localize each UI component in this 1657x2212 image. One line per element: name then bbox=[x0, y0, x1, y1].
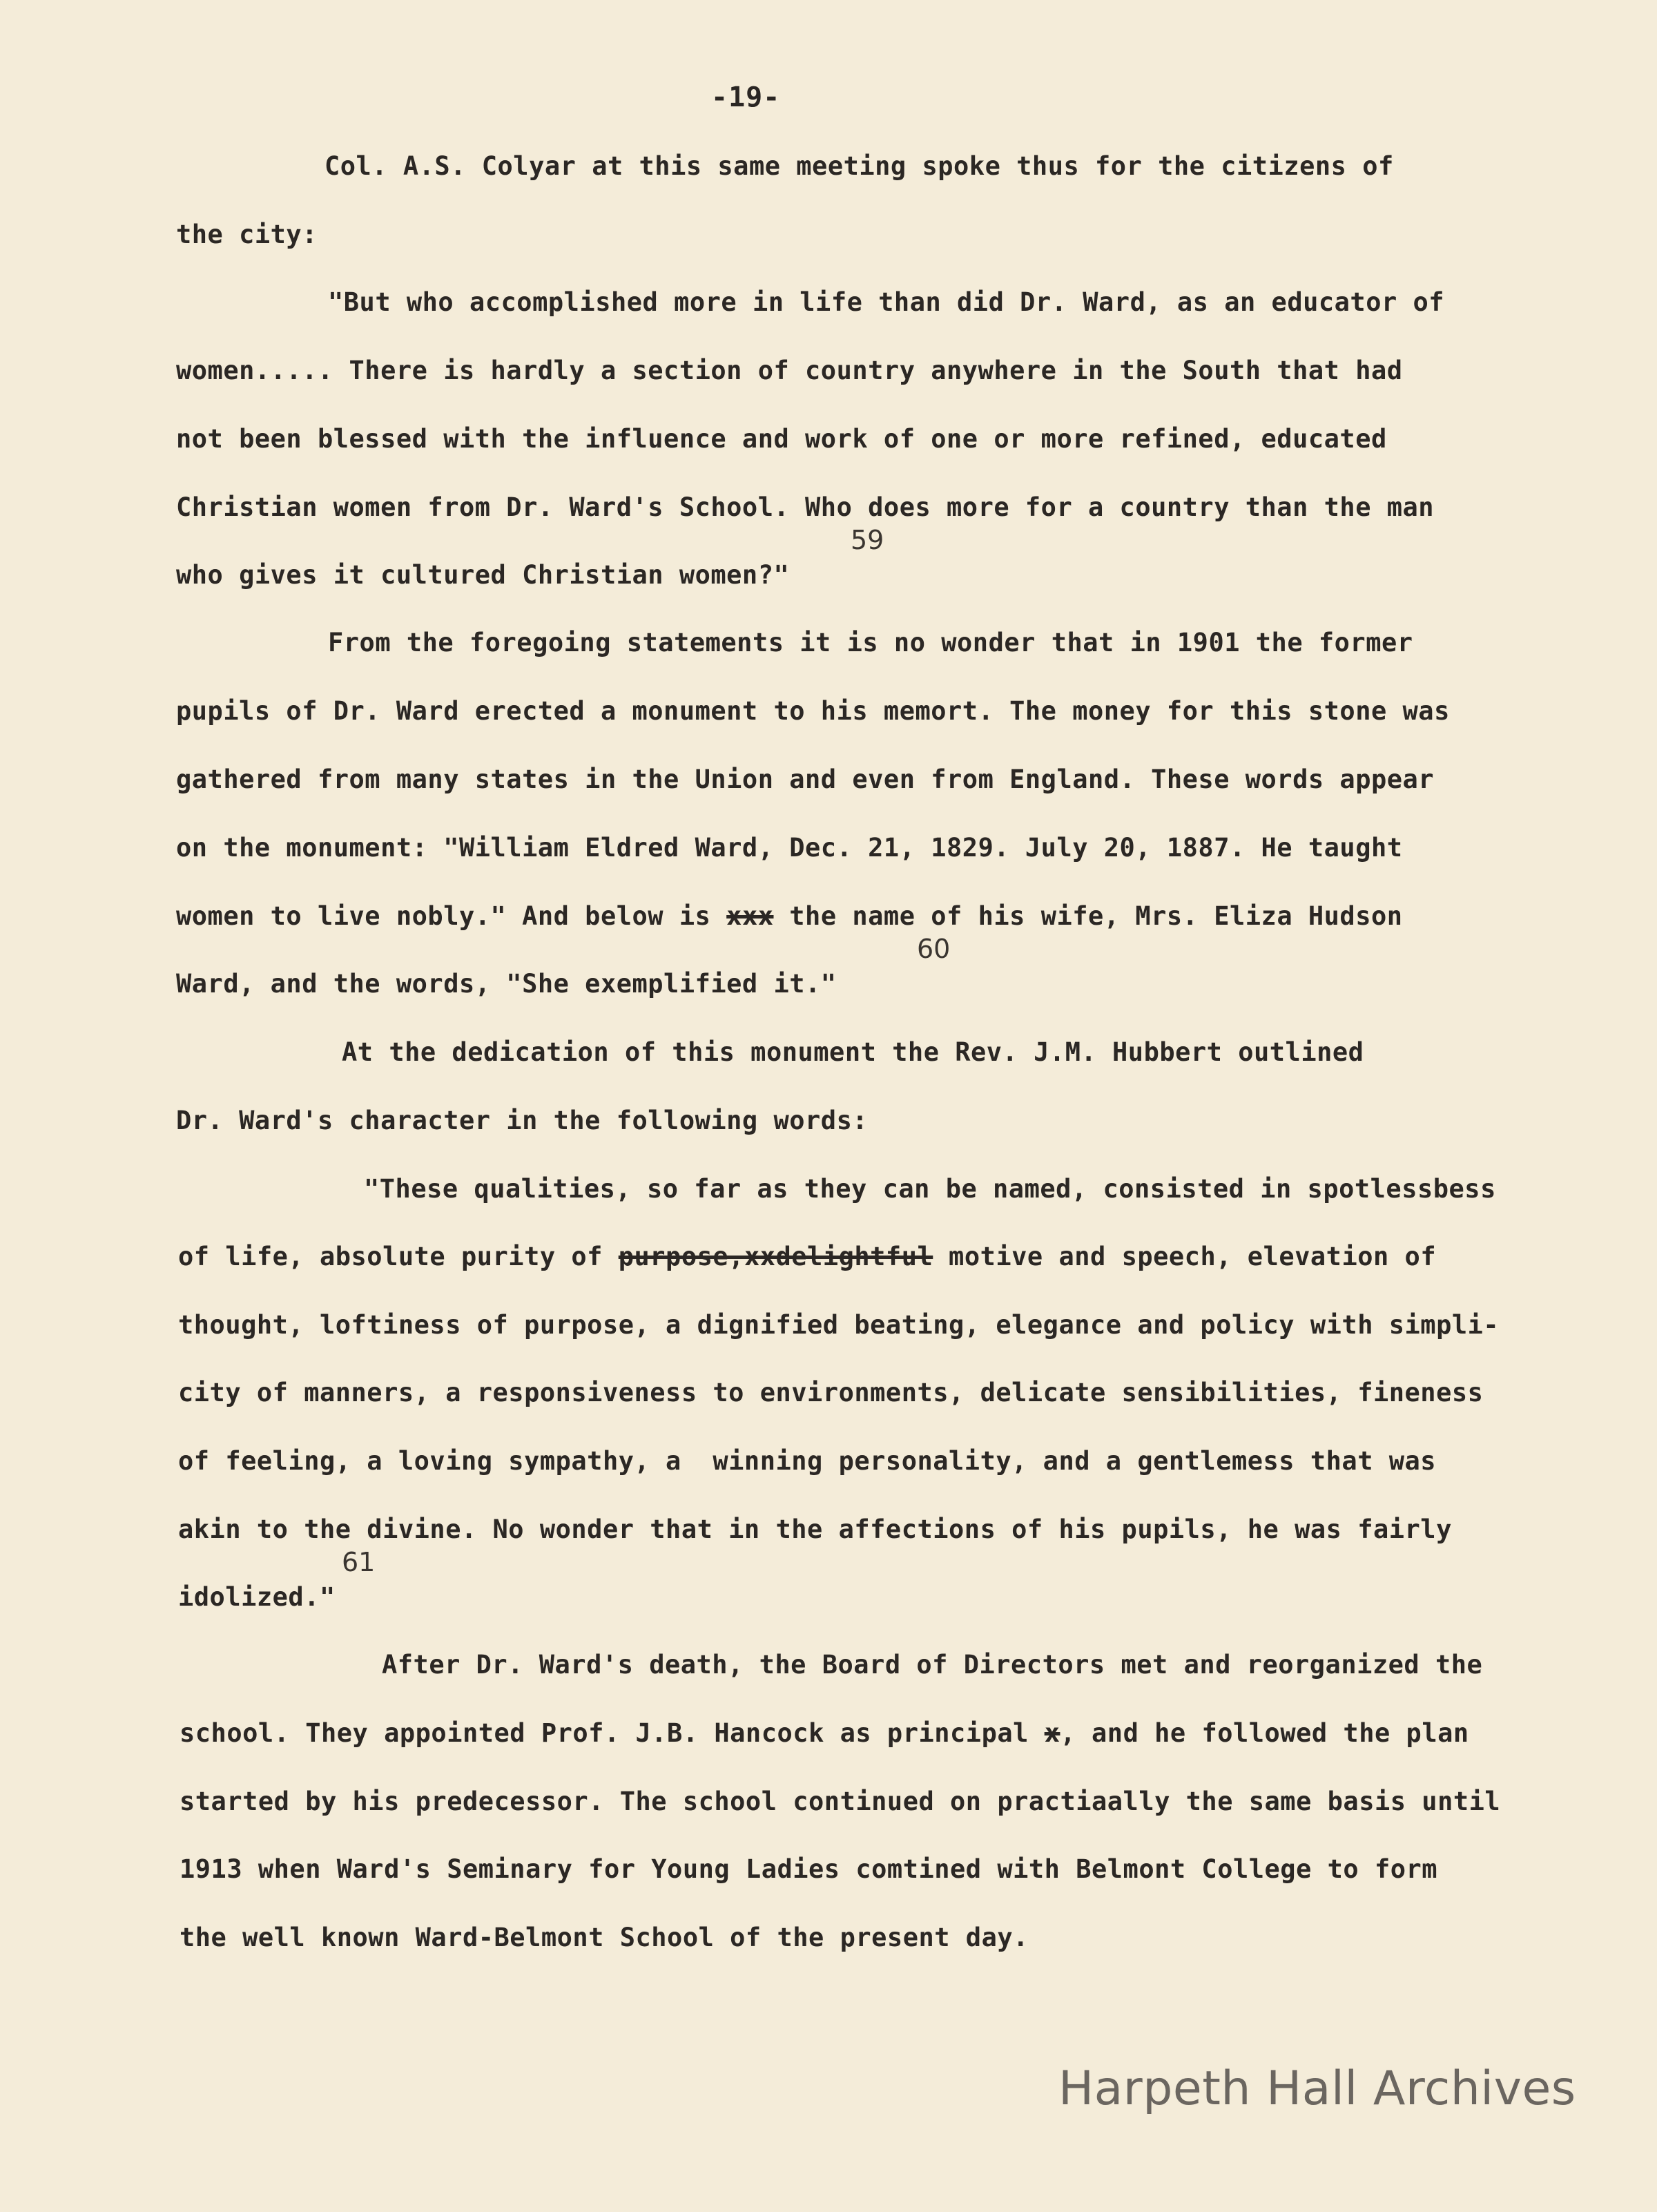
text-line bbox=[176, 903, 1403, 929]
text-line: not been blessed with the influence and work of one or more refined, educated bbox=[176, 424, 1387, 454]
text-line: the city: bbox=[176, 220, 318, 249]
text-line: From the foregoing statements it is no wonder that in 1901 the former bbox=[328, 628, 1413, 657]
text-segment: , and he followed the plan bbox=[1060, 1718, 1469, 1748]
text-line: idolized." bbox=[178, 1582, 336, 1612]
struck-out-text: purpose,xxdelightful bbox=[618, 1242, 933, 1271]
text-line: 1913 when Ward's Seminary for Young Ladies comtined with Belmont College to form bbox=[180, 1854, 1438, 1884]
text-segment: the name of his wife, Mrs. Eliza Hudson bbox=[789, 901, 1403, 931]
text-line bbox=[178, 1244, 1436, 1269]
footnote-marker: 59 bbox=[851, 525, 884, 555]
struck-out-text: xxx bbox=[726, 901, 774, 931]
text-line: akin to the divine. No wonder that in the affections of his pupils, he was fairly bbox=[178, 1514, 1452, 1544]
text-line: city of manners, a responsiveness to environments, delicate sensibilities, fineness bbox=[178, 1378, 1484, 1407]
text-line: At the dedication of this monument the Rev. J.M. Hubbert outlined bbox=[342, 1037, 1364, 1067]
text-segment: motive and speech, elevation of bbox=[949, 1242, 1437, 1271]
text-segment: school. They appointed Prof. J.B. Hancock as principal bbox=[180, 1718, 1029, 1748]
text-line: started by his predecessor. The school continued on practiaally the same basis until bbox=[180, 1787, 1501, 1816]
text-segment: women to live nobly." And below is bbox=[176, 901, 711, 931]
text-line: the well known Ward-Belmont School of the present day. bbox=[180, 1923, 1029, 1952]
text-line: Christian women from Dr. Ward's School. Who does more for a country than the man bbox=[176, 492, 1435, 522]
struck-out-text: x bbox=[1044, 1718, 1060, 1748]
text-line: of feeling, a loving sympathy, a winning personality, and a gentlemess that was bbox=[178, 1446, 1437, 1476]
footnote-marker: 60 bbox=[917, 934, 951, 964]
footnote-marker: 61 bbox=[342, 1547, 376, 1577]
text-line: Ward, and the words, "She exemplified it." bbox=[176, 969, 837, 999]
text-line bbox=[180, 1720, 1469, 1746]
text-line: After Dr. Ward's death, the Board of Directors met and reorganized the bbox=[382, 1650, 1483, 1680]
text-line: "But who accomplished more in life than did Dr. Ward, as an educator of bbox=[328, 287, 1445, 317]
text-line: on the monument: "William Eldred Ward, Dec. 21, 1829. July 20, 1887. He taught bbox=[176, 833, 1403, 863]
text-line: women..... There is hardly a section of country anywhere in the South that had bbox=[176, 356, 1403, 385]
text-line: gathered from many states in the Union and even from England. These words appear bbox=[176, 764, 1435, 794]
text-line: thought, loftiness of purpose, a dignified beating, elegance and policy with simpli- bbox=[178, 1310, 1500, 1340]
text-line: who gives it cultured Christian women?" bbox=[176, 560, 790, 590]
page-number: -19- bbox=[711, 81, 781, 113]
archive-watermark: Harpeth Hall Archives bbox=[1058, 2061, 1576, 2116]
text-line: pupils of Dr. Ward erected a monument to his memort. The money for this stone was bbox=[176, 696, 1450, 726]
text-segment: of life, absolute purity of bbox=[178, 1242, 603, 1271]
text-line: Dr. Ward's character in the following words: bbox=[176, 1106, 869, 1135]
text-line: Col. A.S. Colyar at this same meeting spoke thus for the citizens of bbox=[324, 151, 1394, 181]
text-line: "These qualities, so far as they can be named, consisted in spotlessbess bbox=[364, 1174, 1496, 1204]
